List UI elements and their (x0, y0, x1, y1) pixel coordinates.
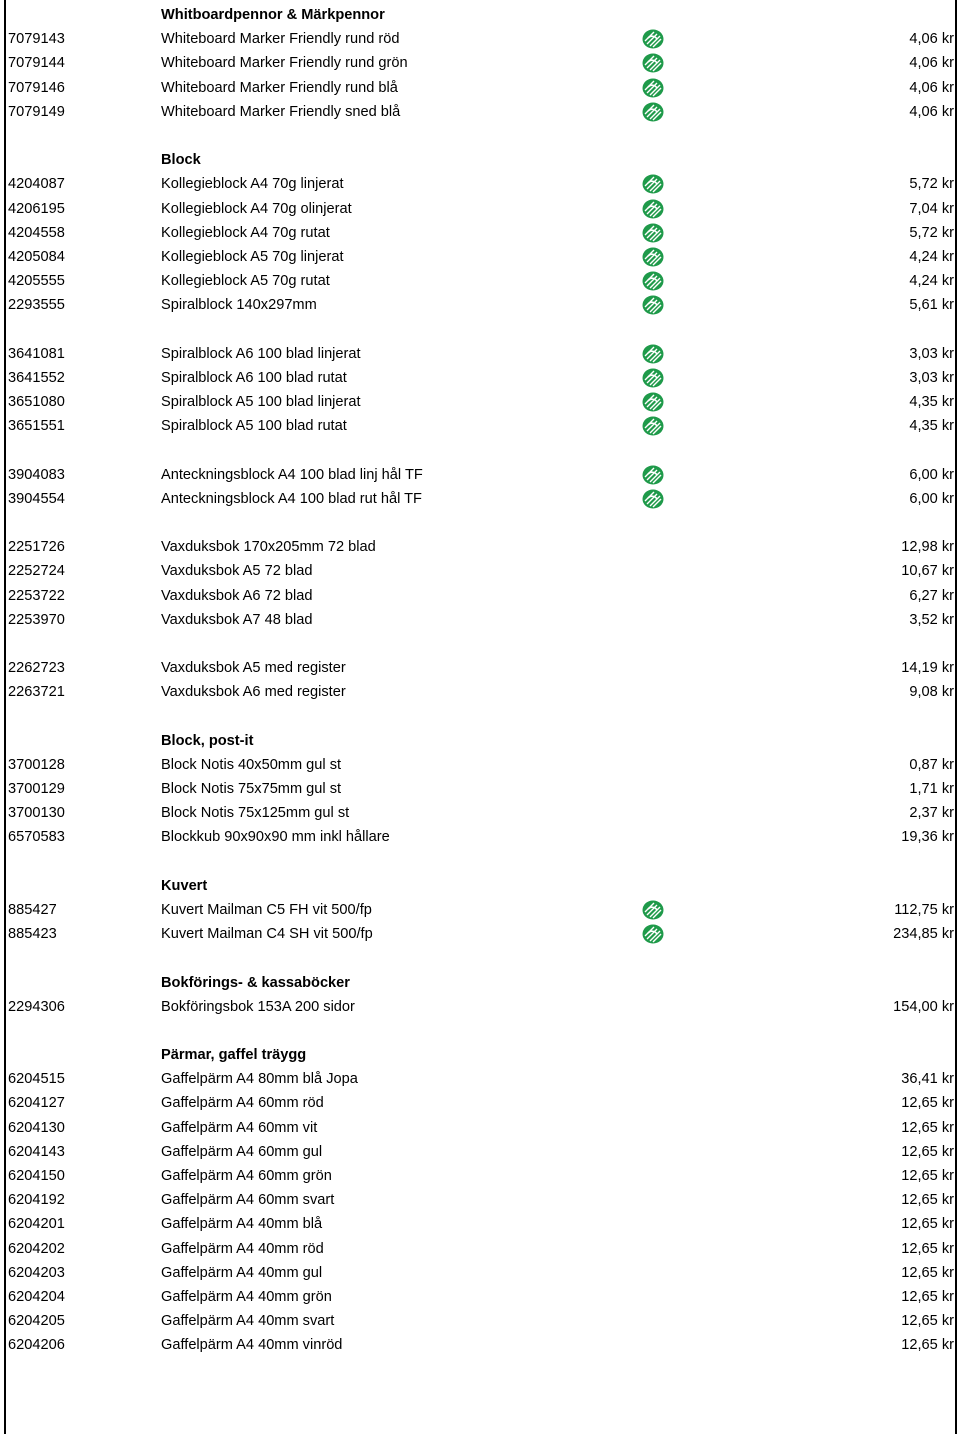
product-name: Gaffelpärm A4 40mm grön (161, 1288, 332, 1305)
product-price: 7,04 kr (909, 200, 954, 217)
product-name: Vaxduksbok A7 48 blad (161, 611, 313, 628)
section-title: Whitboardpennor & Märkpennor (161, 7, 385, 23)
product-price: 2,37 kr (909, 805, 954, 822)
product-row (0, 1237, 960, 1261)
product-price: 12,65 kr (901, 1192, 954, 1209)
product-name: Spiralblock 140x297mm (161, 297, 317, 314)
article-number: 6204203 (8, 1264, 65, 1281)
product-row (0, 1188, 960, 1212)
product-price: 1,71 kr (909, 781, 954, 797)
product-price: 4,06 kr (909, 103, 954, 120)
article-number: 2294306 (8, 998, 65, 1015)
product-name: Whiteboard Marker Friendly rund röd (161, 31, 400, 48)
product-row (0, 1333, 960, 1357)
product-price: 19,36 kr (901, 829, 954, 846)
product-price: 234,85 kr (893, 926, 954, 943)
nordic-swan-ecolabel-icon (642, 53, 664, 73)
article-number: 7079144 (8, 55, 65, 72)
product-name: Spiralblock A6 100 blad rutat (161, 369, 347, 386)
product-price: 4,35 kr (909, 418, 954, 435)
product-row (0, 487, 960, 511)
product-row (0, 1261, 960, 1285)
product-price: 12,65 kr (901, 1143, 954, 1160)
product-name: Vaxduksbok A6 med register (161, 684, 346, 701)
product-row (0, 801, 960, 825)
product-price: 12,65 kr (901, 1119, 954, 1136)
product-row (0, 1140, 960, 1164)
section-heading (0, 874, 960, 898)
group-spacer (0, 317, 960, 341)
section-title: Block, post-it (161, 732, 254, 749)
product-name: Whiteboard Marker Friendly rund grön (161, 55, 408, 72)
product-row (0, 825, 960, 849)
product-name: Kollegieblock A5 70g rutat (161, 273, 330, 290)
nordic-swan-ecolabel-icon (642, 295, 664, 315)
product-price: 14,19 kr (901, 660, 954, 677)
product-name: Gaffelpärm A4 40mm blå (161, 1216, 323, 1233)
article-number: 4206195 (8, 200, 65, 217)
product-price: 9,08 kr (909, 684, 954, 701)
article-number: 3651551 (8, 418, 65, 435)
product-price: 3,52 kr (909, 611, 954, 628)
product-name: Vaxduksbok A6 72 blad (161, 587, 313, 604)
product-price: 12,65 kr (901, 1337, 954, 1354)
product-price: 4,24 kr (909, 273, 954, 290)
section-title: Bokförings- & kassaböcker (161, 974, 350, 991)
product-row (0, 269, 960, 293)
product-row (0, 463, 960, 487)
article-number: 2253722 (8, 587, 65, 604)
product-row (0, 753, 960, 777)
product-name: Gaffelpärm A4 40mm röd (161, 1240, 324, 1257)
product-row (0, 76, 960, 100)
article-number: 6204204 (8, 1288, 65, 1305)
product-name: Vaxduksbok A5 med register (161, 660, 346, 677)
article-number: 6204201 (8, 1216, 65, 1233)
nordic-swan-ecolabel-icon (642, 416, 664, 436)
section-heading (0, 971, 960, 995)
nordic-swan-ecolabel-icon (642, 78, 664, 98)
article-number: 6204515 (8, 1071, 65, 1088)
product-name: Kollegieblock A4 70g linjerat (161, 176, 344, 193)
article-number: 3700130 (8, 805, 65, 822)
article-number: 2263721 (8, 684, 65, 701)
product-price: 4,24 kr (909, 248, 954, 265)
product-name: Gaffelpärm A4 40mm vinröd (161, 1337, 343, 1354)
article-number: 3641081 (8, 345, 65, 362)
product-row (0, 922, 960, 946)
product-name: Gaffelpärm A4 60mm vit (161, 1119, 318, 1136)
article-number: 3904083 (8, 466, 65, 483)
section-spacer (0, 850, 960, 874)
product-row (0, 390, 960, 414)
article-number: 2252724 (8, 563, 65, 580)
article-number: 2262723 (8, 660, 65, 677)
nordic-swan-ecolabel-icon (642, 392, 664, 412)
article-number: 7079143 (8, 31, 65, 48)
article-number: 6204127 (8, 1095, 65, 1112)
product-name: Kuvert Mailman C4 SH vit 500/fp (161, 926, 373, 943)
section-title: Block (161, 152, 201, 169)
product-row (0, 559, 960, 583)
product-name: Anteckningsblock A4 100 blad rut hål TF (161, 490, 422, 507)
product-name: Gaffelpärm A4 60mm svart (161, 1192, 335, 1209)
product-row (0, 584, 960, 608)
article-number: 3641552 (8, 369, 65, 386)
product-row (0, 1309, 960, 1333)
product-price: 6,00 kr (909, 466, 954, 483)
article-number: 7079146 (8, 79, 65, 96)
product-price: 3,03 kr (909, 369, 954, 386)
product-row (0, 172, 960, 196)
nordic-swan-ecolabel-icon (642, 344, 664, 364)
article-number: 4205555 (8, 273, 65, 290)
product-row (0, 27, 960, 51)
group-spacer (0, 511, 960, 535)
product-row (0, 293, 960, 317)
nordic-swan-ecolabel-icon (642, 924, 664, 944)
product-row (0, 51, 960, 75)
group-spacer (0, 438, 960, 462)
product-name: Kollegieblock A5 70g linjerat (161, 248, 344, 265)
product-name: Block Notis 75x75mm gul st (161, 781, 342, 797)
product-row (0, 777, 960, 801)
nordic-swan-ecolabel-icon (642, 29, 664, 49)
product-price: 5,72 kr (909, 176, 954, 193)
product-row (0, 1067, 960, 1091)
product-row (0, 221, 960, 245)
product-row (0, 366, 960, 390)
article-number: 885423 (8, 926, 57, 943)
product-name: Block Notis 40x50mm gul st (161, 756, 342, 773)
product-row (0, 414, 960, 438)
article-number: 6204150 (8, 1168, 65, 1184)
product-row (0, 1212, 960, 1236)
product-row (0, 1116, 960, 1140)
product-row (0, 100, 960, 124)
nordic-swan-ecolabel-icon (642, 199, 664, 219)
article-number: 6570583 (8, 829, 65, 846)
product-price: 12,65 kr (901, 1240, 954, 1257)
article-number: 4204087 (8, 176, 65, 193)
product-price: 12,65 kr (901, 1168, 954, 1184)
section-heading (0, 729, 960, 753)
nordic-swan-ecolabel-icon (642, 465, 664, 485)
product-name: Gaffelpärm A4 40mm gul (161, 1264, 323, 1281)
nordic-swan-ecolabel-icon (642, 368, 664, 388)
product-row (0, 608, 960, 632)
product-row (0, 656, 960, 680)
article-number: 3700128 (8, 756, 65, 773)
article-number: 7079149 (8, 103, 65, 120)
product-row (0, 342, 960, 366)
price-list (0, 3, 960, 1358)
product-name: Spiralblock A6 100 blad linjerat (161, 345, 361, 362)
product-row (0, 535, 960, 559)
section-spacer (0, 946, 960, 970)
nordic-swan-ecolabel-icon (642, 271, 664, 291)
article-number: 6204130 (8, 1119, 65, 1136)
section-title: Pärmar, gaffel träygg (161, 1047, 307, 1064)
group-spacer (0, 632, 960, 656)
product-row (0, 680, 960, 704)
product-price: 12,65 kr (901, 1216, 954, 1233)
article-number: 6204202 (8, 1240, 65, 1257)
product-name: Kollegieblock A4 70g rutat (161, 224, 330, 241)
article-number: 2251726 (8, 539, 65, 556)
section-spacer (0, 124, 960, 148)
product-row (0, 1285, 960, 1309)
product-name: Kuvert Mailman C5 FH vit 500/fp (161, 901, 372, 918)
product-row (0, 1164, 960, 1188)
section-spacer (0, 1019, 960, 1043)
product-name: Blockkub 90x90x90 mm inkl hållare (161, 829, 390, 846)
section-heading (0, 3, 960, 27)
product-name: Whiteboard Marker Friendly rund blå (161, 79, 398, 96)
product-name: Gaffelpärm A4 60mm gul (161, 1143, 323, 1160)
article-number: 6204143 (8, 1143, 65, 1160)
article-number: 3651080 (8, 394, 65, 410)
product-name: Spiralblock A5 100 blad rutat (161, 418, 347, 435)
product-price: 36,41 kr (901, 1071, 954, 1088)
product-name: Gaffelpärm A4 60mm röd (161, 1095, 324, 1112)
article-number: 2293555 (8, 297, 65, 314)
product-price: 154,00 kr (893, 998, 954, 1015)
nordic-swan-ecolabel-icon (642, 900, 664, 920)
product-price: 12,98 kr (901, 539, 954, 556)
nordic-swan-ecolabel-icon (642, 223, 664, 243)
article-number: 3700129 (8, 781, 65, 797)
product-price: 4,35 kr (909, 394, 954, 410)
product-name: Vaxduksbok A5 72 blad (161, 563, 313, 580)
product-price: 0,87 kr (909, 756, 954, 773)
product-price: 12,65 kr (901, 1264, 954, 1281)
product-name: Spiralblock A5 100 blad linjerat (161, 394, 361, 410)
product-price: 6,00 kr (909, 490, 954, 507)
nordic-swan-ecolabel-icon (642, 247, 664, 267)
product-row (0, 898, 960, 922)
product-name: Kollegieblock A4 70g olinjerat (161, 200, 352, 217)
product-name: Block Notis 75x125mm gul st (161, 805, 350, 822)
section-spacer (0, 704, 960, 728)
product-row (0, 995, 960, 1019)
article-number: 3904554 (8, 490, 65, 507)
product-name: Whiteboard Marker Friendly sned blå (161, 103, 401, 120)
article-number: 6204205 (8, 1313, 65, 1330)
article-number: 6204192 (8, 1192, 65, 1209)
product-price: 12,65 kr (901, 1288, 954, 1305)
product-price: 112,75 kr (894, 901, 954, 918)
section-heading (0, 148, 960, 172)
article-number: 4205084 (8, 248, 65, 265)
product-row (0, 197, 960, 221)
product-price: 4,06 kr (909, 31, 954, 48)
article-number: 885427 (8, 901, 57, 918)
product-price: 3,03 kr (909, 345, 954, 362)
product-price: 10,67 kr (901, 563, 954, 580)
product-price: 4,06 kr (909, 55, 954, 72)
nordic-swan-ecolabel-icon (642, 174, 664, 194)
nordic-swan-ecolabel-icon (642, 489, 664, 509)
nordic-swan-ecolabel-icon (642, 102, 664, 122)
product-name: Gaffelpärm A4 60mm grön (161, 1168, 332, 1184)
product-name: Gaffelpärm A4 80mm blå Jopa (161, 1071, 358, 1088)
product-price: 12,65 kr (901, 1095, 954, 1112)
product-price: 4,06 kr (909, 79, 954, 96)
product-row (0, 245, 960, 269)
product-price: 5,72 kr (909, 224, 954, 241)
product-row (0, 1091, 960, 1115)
product-name: Bokföringsbok 153A 200 sidor (161, 998, 355, 1015)
article-number: 6204206 (8, 1337, 65, 1354)
product-price: 5,61 kr (909, 297, 954, 314)
product-price: 12,65 kr (901, 1313, 954, 1330)
product-price: 6,27 kr (909, 587, 954, 604)
article-number: 2253970 (8, 611, 65, 628)
product-name: Gaffelpärm A4 40mm svart (161, 1313, 335, 1330)
product-name: Vaxduksbok 170x205mm 72 blad (161, 539, 376, 556)
section-title: Kuvert (161, 877, 208, 894)
section-heading (0, 1043, 960, 1067)
product-name: Anteckningsblock A4 100 blad linj hål TF (161, 466, 423, 483)
article-number: 4204558 (8, 224, 65, 241)
